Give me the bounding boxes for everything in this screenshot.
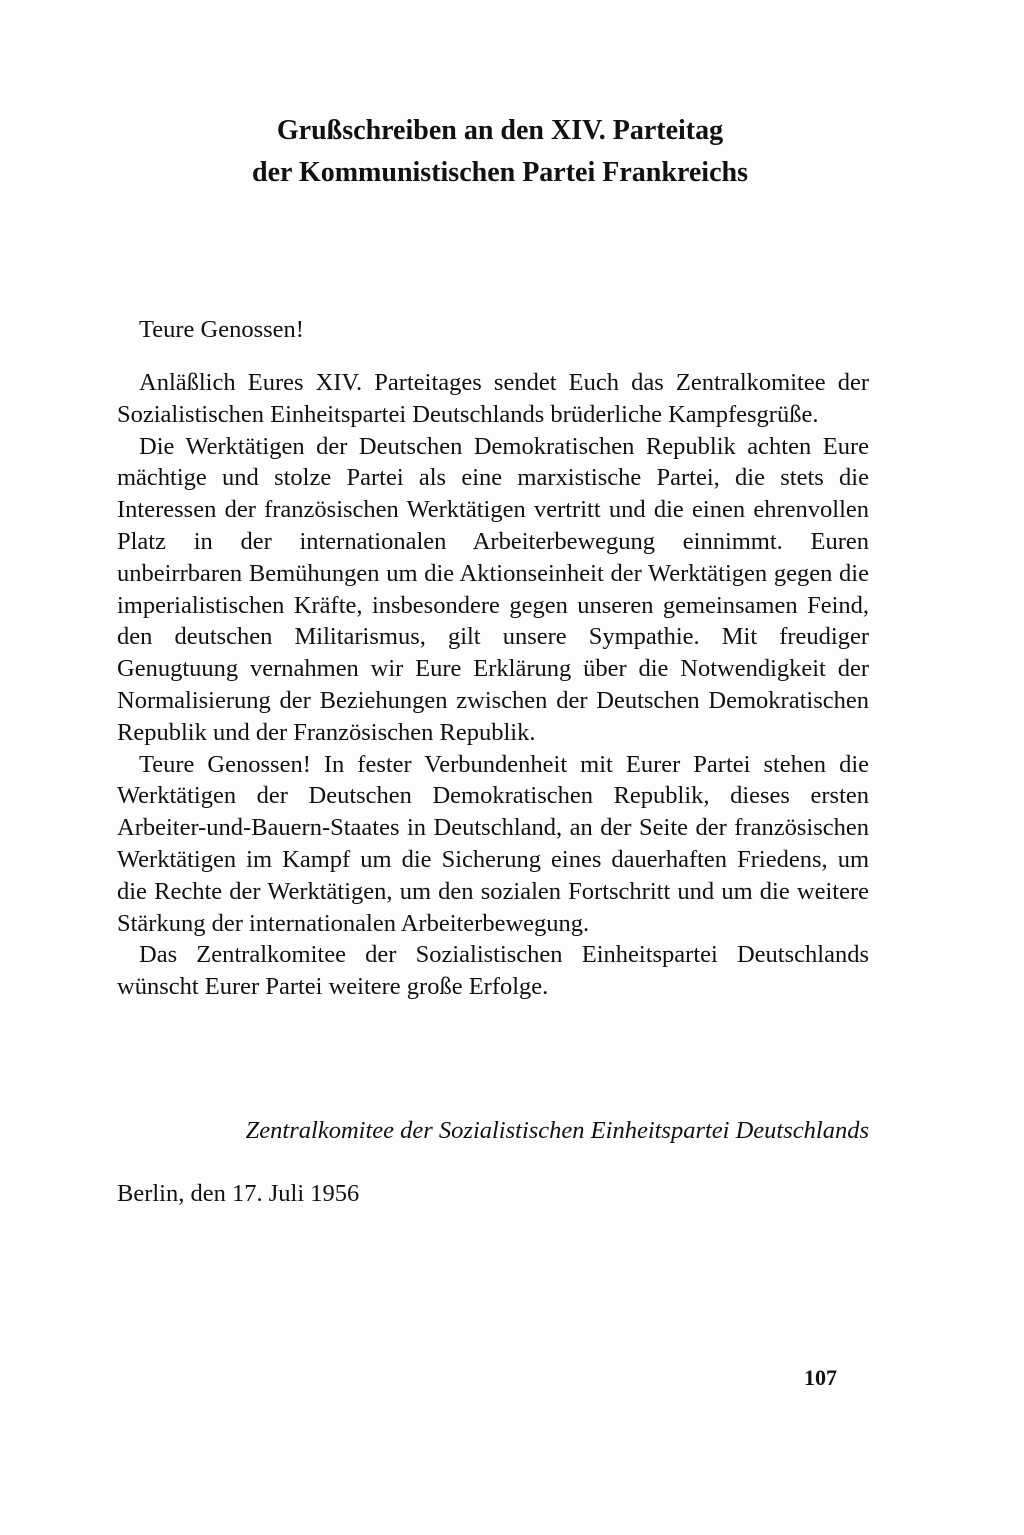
- paragraph-3: Teure Genossen! In fester Verbundenheit mit Eurer Partei stehen die Werktätigen der Deutschen Demokratischen Republik, dieses ersten Arbeiter-und-Bauern-Staates in Deutschland, an der Seite der französischen Werktätigen im Kampf um die Sicherung eines dauerhaften Friedens, um die Rechte der Werktätigen, um den sozialen Fortschritt und um die weitere Stärkung der internationalen Arbeiterbewegung.: [117, 750, 869, 937]
- document-title: [120, 110, 880, 194]
- title-line-2: der Kommunistischen Partei Frankreichs: [252, 157, 748, 188]
- letter-body: [117, 367, 869, 1003]
- date-line: Berlin, den 17. Juli 1956: [117, 1180, 360, 1207]
- paragraph-4: Das Zentralkomitee der Sozialistischen Einheitspartei Deutschlands wünscht Eurer Partei weitere große Erfolge.: [117, 941, 869, 1001]
- paragraph-2: Die Werktätigen der Deutschen Demokratischen Republik achten Eure mächtige und stolze Partei als eine marxistische Partei, die stets die Interessen der französischen Werktätigen vertritt und die einen ehrenvollen Platz in der internationalen Arbeiterbewegung einnimmt. Euren unbeirrbaren Bemühungen um die Aktionseinheit der Werktätigen gegen die imperialistischen Kräfte, insbesondere gegen unseren gemeinsamen Feind, den deutschen Militarismus, gilt unsere Sympathie. Mit freudiger Genugtuung vernahmen wir Eure Erklärung über die Notwendigkeit der Normalisierung der Beziehungen zwischen der Deutschen Demokratischen Republik und der Französischen Republik.: [117, 432, 869, 746]
- title-line-1: Grußschreiben an den XIV. Parteitag: [276, 115, 724, 146]
- signature: Zentralkomitee der Sozialistischen Einheitspartei Deutschlands: [245, 1117, 869, 1144]
- paragraph-1: Anläßlich Eures XIV. Parteitages sendet Euch das Zentralkomitee der Sozialistischen Einheitspartei Deutschlands brüderliche Kampfesgrüße.: [117, 369, 869, 428]
- page-number: 107: [804, 1365, 837, 1390]
- greeting-text: Teure Genossen!: [139, 316, 304, 343]
- greeting: [117, 314, 869, 346]
